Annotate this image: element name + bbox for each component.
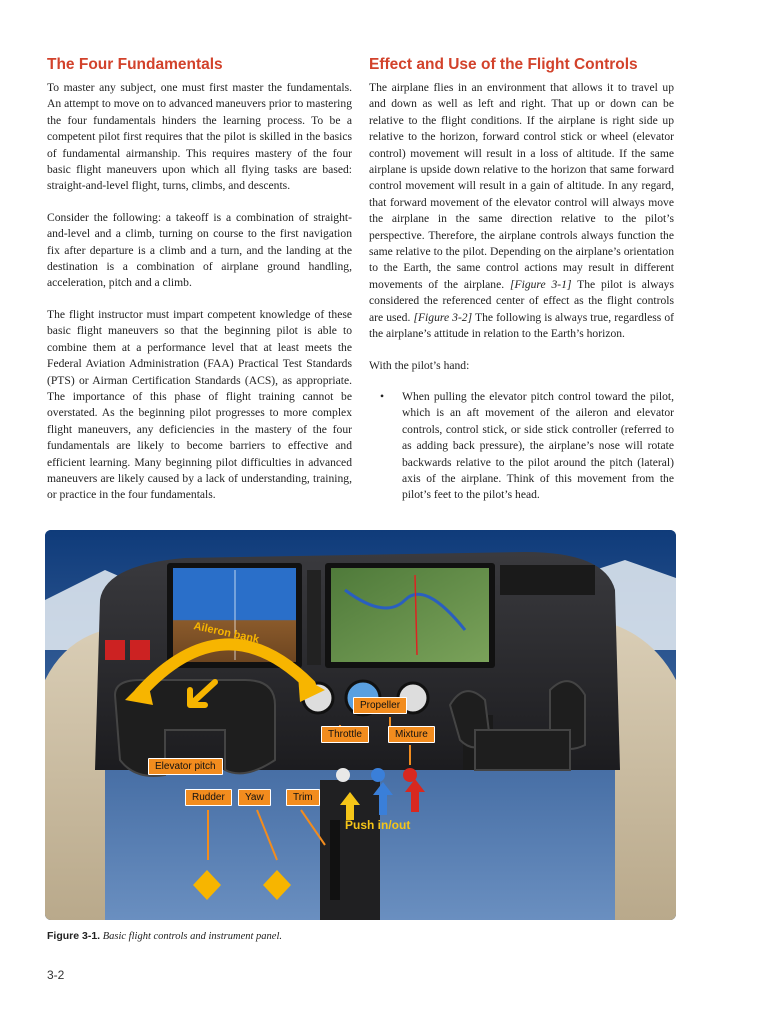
label-aileron-bank: Aileron bank	[192, 620, 261, 646]
label-rudder: Rudder	[185, 789, 232, 806]
cabin-right-wall	[615, 625, 676, 920]
bullet-list	[369, 389, 674, 504]
label-yaw: Yaw	[238, 789, 271, 806]
paragraph	[369, 80, 674, 343]
label-elevator-pitch: Elevator pitch	[148, 758, 223, 775]
figure-reference-link[interactable]: [Figure 3-1]	[510, 277, 572, 291]
paragraph-text: The airplane flies in an environment that allows it to travel up and down as well as left and right. That up or down can be relative to the flight conditions. If the airplane is right side up relative to the horizon, forward control stick or wheel (elevator control) movement will result in a loss of altitude. If the same airplane is upside down relative to the horizon that same forward control movement will result in a gain of altitude. In any regard, that forward movement of the elevator control will always move the airplane in the same direction relative to the pilot’s perspective. Therefore, the airplane controls always function the same relative to the pilot. Depending on the airplane’s orientation to the Earth, the same control actions may result in different movements of the airplane.	[369, 81, 674, 291]
page-number: 3-2	[47, 968, 65, 982]
label-trim: Trim	[286, 789, 320, 806]
paragraph: With the pilot’s hand:	[369, 358, 470, 372]
paragraph-text: The following is always true, regardless of the airplane’s attitude in relation to the Earth’s horizon.	[369, 310, 674, 341]
caption-text: Basic flight controls and instrument panel.	[102, 931, 283, 942]
paragraph-text: The pilot is always considered the referenced center of effect as the flight controls are used.	[369, 277, 674, 324]
label-push-in-out: Push in/out	[345, 818, 411, 832]
figure-caption	[47, 930, 282, 942]
mfd-screen	[331, 568, 489, 662]
paragraph: Consider the following: a takeoff is a combination of straight-and-level and a climb, turning on course to the first navigation fix after departure is a climb and a turn, and the landing at the destination is a combination of airplane ground handling, acceleration, pitch and a climb.	[47, 210, 352, 290]
cockpit-figure	[45, 530, 676, 920]
label-mixture: Mixture	[388, 726, 435, 743]
master-switch	[105, 640, 125, 660]
cockpit-illustration	[45, 530, 676, 920]
paragraph: To master any subject, one must first master the fundamentals. An attempt to move on to advanced maneuvers prior to mastering the four fundamentals hinders the learning process. To be a competent pilot first requires that the pilot is skilled in the basics of fundamental airmanship. This requires mastery of the four basic flight maneuvers upon which all flying tasks are based: straight-and-level flight, turns, climbs, and descents.	[47, 81, 352, 193]
label-throttle: Throttle	[321, 726, 369, 743]
right-column	[369, 80, 674, 504]
bullet-item: • When pulling the elevator pitch control toward the pilot, which is an aft movement of the aileron and elevator controls, control stick, or side stick controller (referred to as adding back pressure), the airplane’s nose will rotate backwards relative to the pilot around the pitch (lateral) axis of the airplane. Think of this movement from the pilot’s feet to the pilot’s head.	[402, 389, 674, 504]
paragraph: The flight instructor must impart competent knowledge of these basic flight maneuvers so that the beginning pilot is able to combine them at a performance level that at least meets the Federal Aviation Administration (FAA) Practical Test Standards (PTS) or Airman Certification Standards (ACS), as appropriate. The importance of this phase of flight training cannot be overstated. As the beginning pilot progresses to more complex flight maneuvers, any deficiencies in the mastery of the four fundamentals are likely to become barriers to effective and efficient learning. Many beginning pilot difficulties in advanced maneuvers are likely caused by a lack of understanding, training, or practice in the four fundamentals.	[47, 307, 352, 502]
label-propeller: Propeller	[353, 697, 407, 714]
propeller-knob	[371, 768, 385, 782]
radio-stack	[500, 565, 595, 595]
section-heading-flight-controls: Effect and Use of the Flight Controls	[369, 56, 638, 73]
section-heading-four-fundamentals: The Four Fundamentals	[47, 56, 223, 73]
figure-reference-link[interactable]: [Figure 3-2]	[413, 310, 473, 324]
left-column	[47, 80, 352, 519]
key-column	[307, 570, 321, 665]
caption-label: Figure 3-1.	[47, 930, 101, 942]
throttle-knob	[336, 768, 350, 782]
cabin-left-wall	[45, 630, 105, 920]
